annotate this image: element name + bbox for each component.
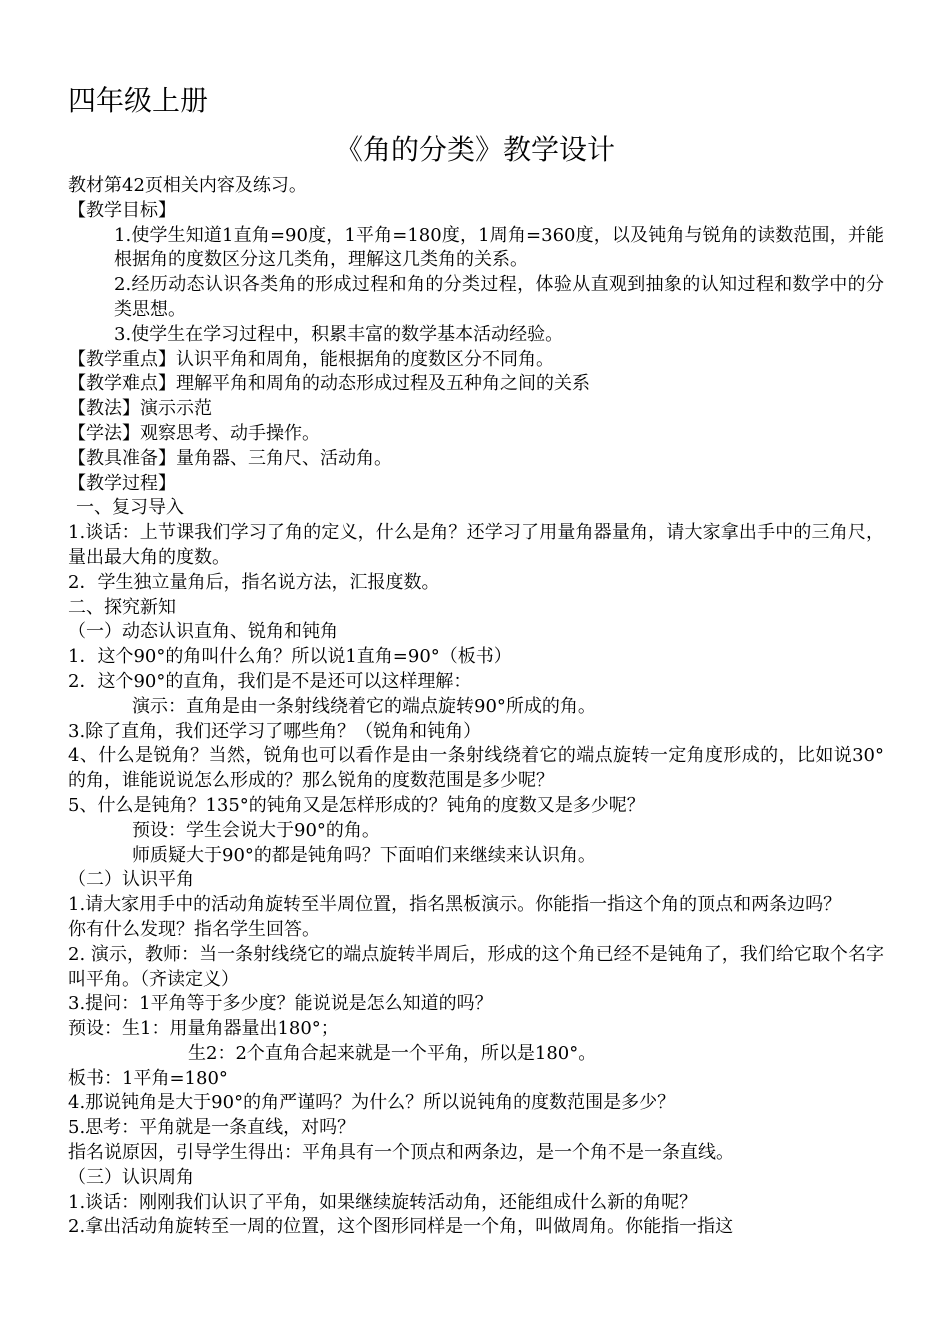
text-line: 【学法】观察思考、动手操作。: [68, 422, 320, 444]
text-line: 1.使学生知道1直角=90度，1平角=180度，1周角=360度，以及钝角与锐角的读数范围，并能根据角的度数区分这几类角，理解这几类角的关系。: [114, 224, 884, 271]
document-body: [68, 174, 884, 1240]
text-line: 4、什么是锐角？当然，锐角也可以看作是由一条射线绕着它的端点旋转一定角度形成的，比如说30°的角，谁能说说怎么形成的？那么锐角的度数范围是多少呢？: [68, 745, 884, 792]
text-line: （三）认识周角: [68, 1166, 194, 1188]
text-line: 2．学生独立量角后，指名说方法，汇报度数。: [68, 571, 440, 593]
text-line: 4.那说钝角是大于90°的角严谨吗？为什么？所以说钝角的度数范围是多少？: [68, 1092, 676, 1114]
text-line: 师质疑大于90°的都是钝角吗？下面咱们来继续来认识角。: [132, 844, 596, 866]
text-line: 预设：生1：用量角器量出180°；: [68, 1018, 339, 1040]
text-line: 教材第42页相关内容及练习。: [68, 175, 307, 196]
text-line: 2. 演示，教师：当一条射线绕它的端点旋转半周后，形成的这个角已经不是钝角了，我们给它取个名字叫平角。（齐读定义）: [68, 943, 884, 990]
text-line: 【教学目标】: [68, 199, 176, 221]
text-line: 板书：1平角=180°: [68, 1067, 228, 1089]
text-line: 1.谈话：上节课我们学习了角的定义，什么是角？还学习了用量角器量角，请大家拿出手中的三角尺，量出最大角的度数。: [68, 522, 884, 568]
text-line: 【教具准备】量角器、三角尺、活动角。: [68, 447, 392, 469]
text-line: 5.思考：平角就是一条直线，对吗？: [68, 1117, 356, 1139]
text-line: 2．这个90°的直角，我们是不是还可以这样理解：: [68, 670, 472, 692]
text-line: 二、探究新知: [68, 596, 176, 618]
text-line: 2.经历动态认识各类角的形成过程和角的分类过程，体验从直观到抽象的认知过程和数学中的分类思想。: [114, 274, 884, 320]
text-line: 演示：直角是由一条射线绕着它的端点旋转90°所成的角。: [132, 695, 596, 717]
text-line: （二）认识平角: [68, 869, 194, 891]
text-line: 1．这个90°的角叫什么角？所以说1直角=90°（板书）: [68, 646, 512, 668]
text-line: 【教学难点】理解平角和周角的动态形成过程及五种角之间的关系: [68, 373, 590, 395]
text-line: 2.拿出活动角旋转至一周的位置，这个图形同样是一个角，叫做周角。你能指一指这: [68, 1216, 734, 1238]
document-title: 《角的分类》教学设计: [334, 133, 615, 166]
text-line: 生2：2个直角合起来就是一个平角，所以是180°。: [188, 1042, 597, 1064]
text-line: 3.使学生在学习过程中，积累丰富的数学基本活动经验。: [114, 323, 564, 345]
grade-label: 四年级上册: [68, 84, 209, 117]
text-line: 指名说原因，引导学生得出：平角具有一个顶点和两条边，是一个角不是一条直线。: [68, 1142, 734, 1164]
text-line: 5、什么是钝角？135°的钝角又是怎样形成的？钝角的度数又是多少呢？: [68, 794, 645, 816]
text-line: 【教学过程】: [68, 472, 176, 494]
text-line: 1.请大家用手中的活动角旋转至半周位置，指名黑板演示。你能指一指这个角的顶点和两条边吗？: [68, 894, 842, 916]
text-line: 3.除了直角，我们还学习了哪些角？（锐角和钝角）: [68, 720, 482, 742]
text-line: 【教法】演示示范: [68, 398, 212, 420]
text-line: 3.提问：1平角等于多少度？能说说是怎么知道的吗？: [68, 993, 493, 1015]
text-line: 你有什么发现？指名学生回答。: [68, 918, 320, 940]
text-line: （一）动态认识直角、锐角和钝角: [68, 621, 338, 643]
text-line: 1.谈话：刚刚我们认识了平角，如果继续旋转活动角，还能组成什么新的角呢？: [68, 1191, 698, 1213]
text-line: 一、复习导入: [76, 497, 184, 519]
text-line: 【教学重点】认识平角和周角，能根据角的度数区分不同角。: [68, 348, 554, 370]
text-line: 预设：学生会说大于90°的角。: [132, 819, 380, 841]
